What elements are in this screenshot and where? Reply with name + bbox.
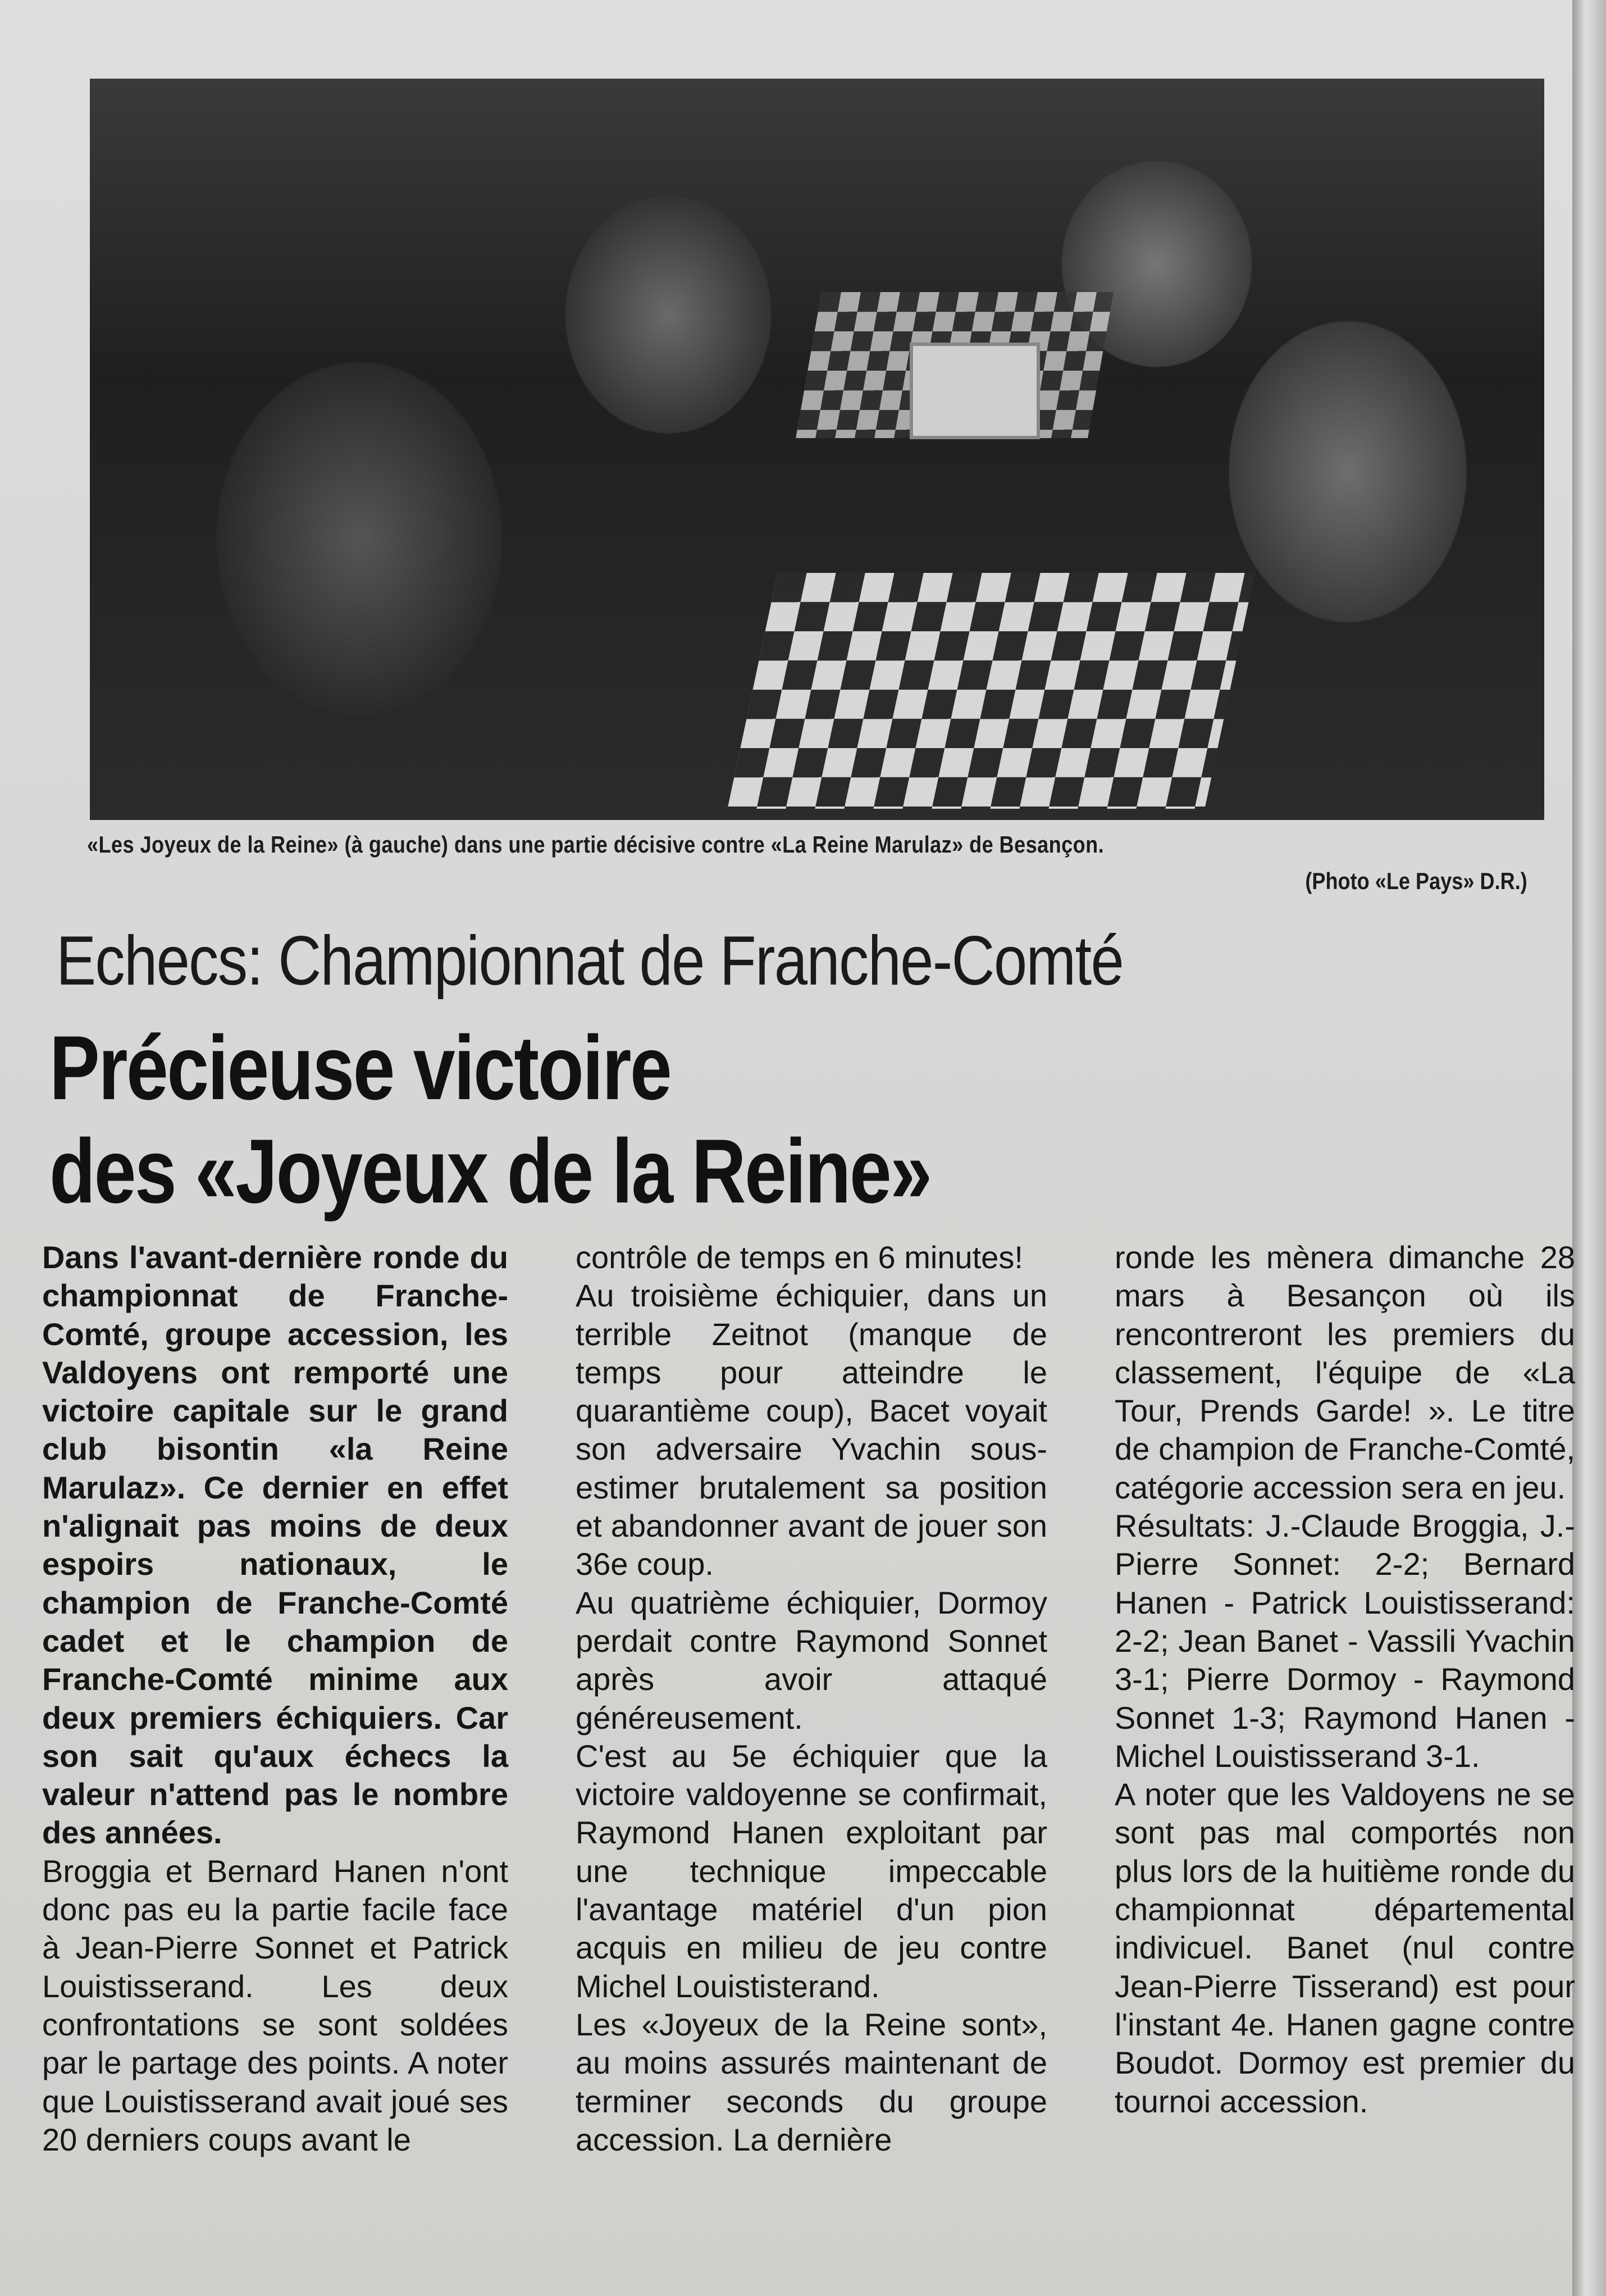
article-headline [49, 1017, 931, 1223]
article-column-2 [576, 1238, 1047, 2159]
body-paragraph: Broggia et Bernard Hanen n'ont donc pas eu la partie facile face à Jean-Pierre Sonnet et Patrick Louistisserand. Les deux confrontations se sont soldées par le partage des points. A noter que Louistisserand avait joué ses 20 derniers coups avant le [42, 1853, 508, 2157]
body-paragraph: Au quatrième échiquier, Dormoy perdait contre Raymond Sonnet après avoir attaqué généreusement. [576, 1584, 1047, 1735]
article-column-3 [1115, 1238, 1575, 2121]
page-edge [1572, 0, 1606, 2296]
body-paragraph: C'est au 5e échiquier que la victoire valdoyenne se confirmait, Raymond Hanen exploitant par une technique impeccable l'avantage matériel d'un pion acquis en milieu de jeu contre Michel Louististerand. [576, 1738, 1047, 2004]
body-paragraph: Au troisième échiquier, dans un terrible Zeitnot (manque de temps pour atteindre le quarantième coup), Bacet voyait son adversaire Yvachin sous-estimer brutalement sa position et abandonner avant de jouer son 36e coup. [576, 1278, 1047, 1582]
article-kicker: Echecs: Championnat de Franche-Comté [56, 922, 1124, 1000]
headline-line-2: des «Joyeux de la Reine» [49, 1120, 931, 1222]
headline-line-1: Précieuse victoire [49, 1017, 671, 1119]
chess-clock [910, 343, 1040, 439]
chess-match-photo [90, 79, 1544, 820]
chessboard-front [727, 573, 1254, 809]
lead-paragraph: Dans l'avant-dernière ronde du championnat de Franche-Comté, groupe accession, les Valdoyens ont remporté une victoire capitale sur le grand club bisontin «la Reine Marulaz». Ce dernier en effet n'alignait pas moins de deux espoirs nationaux, le champion de Franche-Comté cadet et le champion de Franche-Comté minime aux deux premiers échiquiers. Car son sait qu'aux échecs la valeur n'attend pas le nombre des années. [42, 1240, 508, 1851]
body-paragraph: contrôle de temps en 6 minutes! [576, 1240, 1023, 1275]
results-paragraph: Résultats: J.-Claude Broggia, J.-Pierre Sonnet: 2-2; Bernard Hanen - Patrick Louistisserand: 2-2; Jean Banet - Vassili Yvachin 3-1; Pierre Dormoy - Raymond Sonnet 1-3; Raymond Hanen - Michel Louistisserand 3-1. [1115, 1508, 1575, 1774]
body-paragraph: ronde les mènera dimanche 28 mars à Besançon où ils rencontreront les premiers du classement, l'équipe de «La Tour, Prends Garde! ». Le titre de champion de Franche-Comté, catégorie accession sera en jeu. [1115, 1240, 1575, 1505]
photo-caption: «Les Joyeux de la Reine» (à gauche) dans une partie décisive contre «La Reine Marulaz» de Besançon. [87, 831, 1105, 858]
body-paragraph: Les «Joyeux de la Reine sont», au moins assurés maintenant de terminer seconds du groupe accession. La dernière [576, 2006, 1047, 2157]
body-paragraph: A noter que les Valdoyens ne se sont pas mal comportés non plus lors de la huitième ronde du championnat départemental indivicuel. Banet (nul contre Jean-Pierre Tisserand) est pour l'instant 4e. Hanen gagne contre Boudot. Dormoy est premier du tournoi accession. [1115, 1776, 1575, 2119]
article-column-1 [42, 1238, 508, 2159]
photo-credit: (Photo «Le Pays» D.R.) [1305, 868, 1527, 894]
